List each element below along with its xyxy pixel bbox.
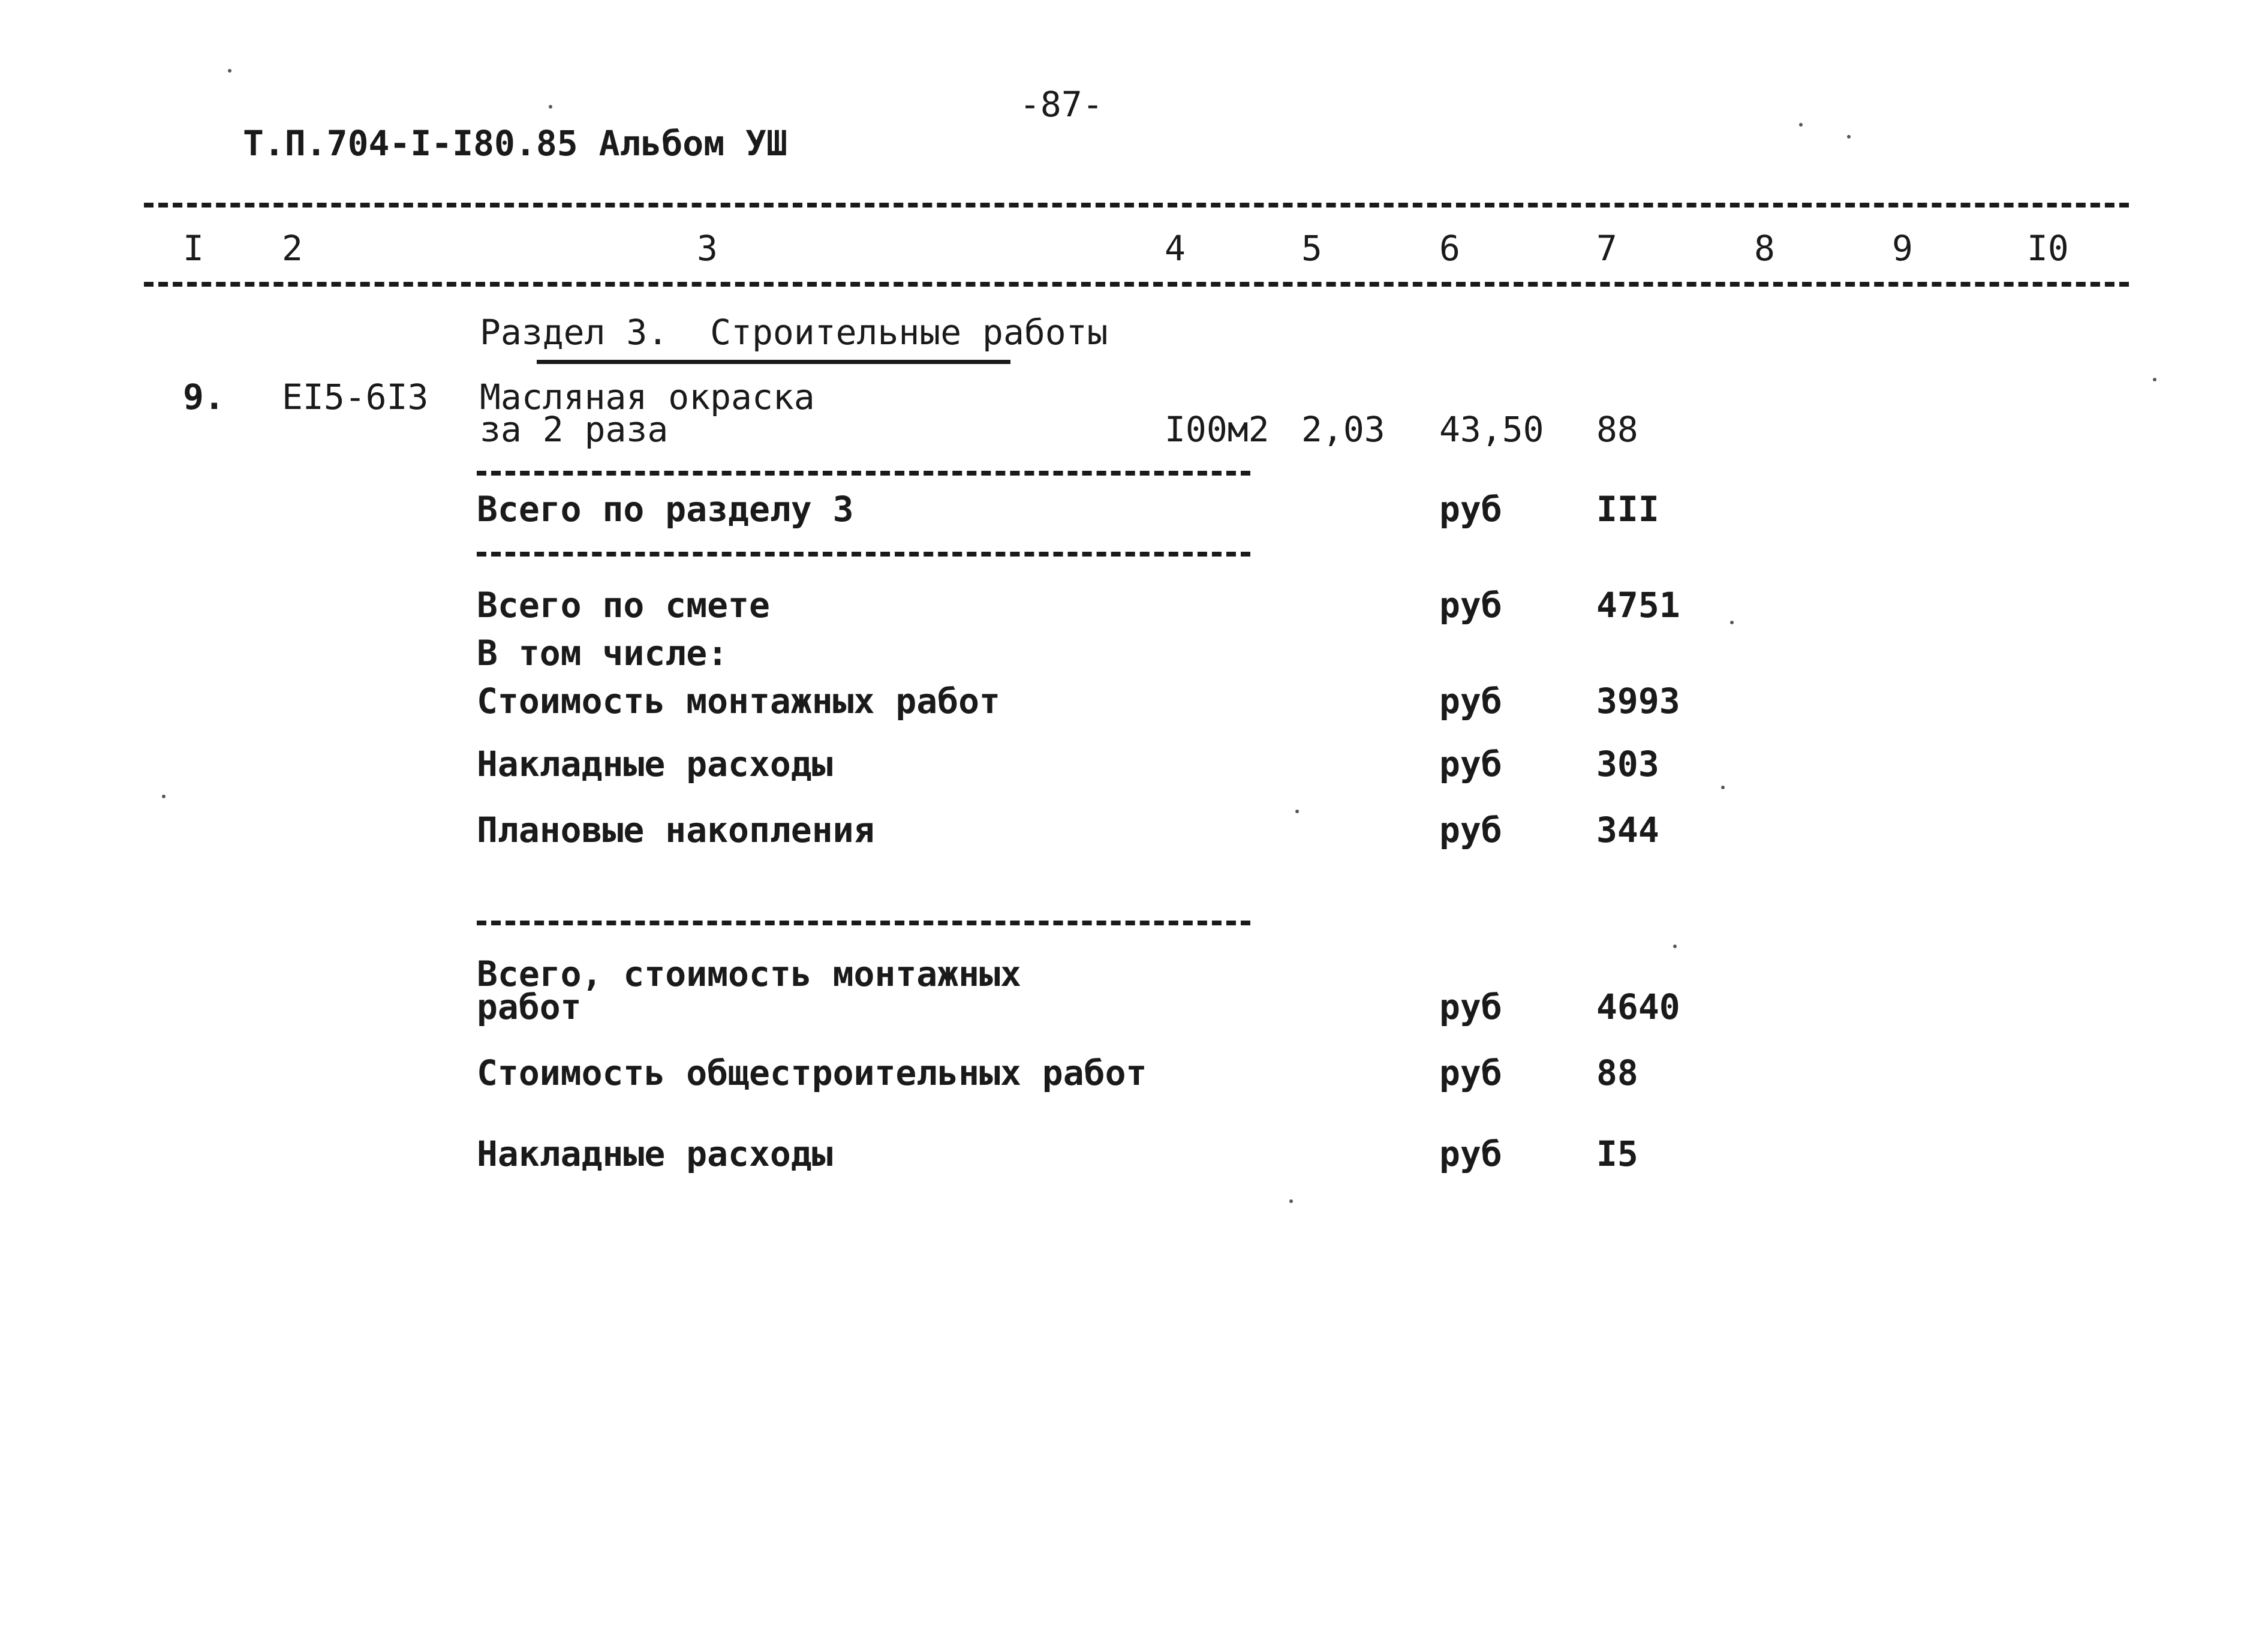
estimate-total-unit: руб: [1439, 585, 1502, 625]
scan-speck: [549, 105, 552, 109]
column-header-5: 5: [1301, 228, 1322, 269]
planned-savings-label: Плановые накопления: [477, 810, 875, 850]
column-header-6: 6: [1439, 228, 1460, 269]
section-total-rule-top: [477, 471, 1250, 476]
page-number: -87-: [1019, 84, 1103, 125]
column-header-3: 3: [697, 228, 718, 269]
planned-savings-unit: руб: [1439, 810, 1502, 850]
estimate-total-label: Всего по смете: [477, 585, 770, 625]
scan-speck: [2153, 378, 2156, 381]
summary-rule: [477, 921, 1250, 925]
item-number: 9.: [183, 377, 225, 417]
scan-speck: [1847, 135, 1851, 139]
scan-speck: [1295, 810, 1299, 813]
column-header-2: 2: [282, 228, 303, 269]
section-total-value: III: [1596, 489, 1659, 530]
column-header-4: 4: [1165, 228, 1186, 269]
section-total-label: Всего по разделу 3: [477, 489, 854, 530]
scan-speck: [162, 795, 166, 798]
item-quantity: 2,03: [1301, 409, 1385, 450]
general-construction-label: Стоимость общестроительных работ: [477, 1052, 1147, 1093]
section-total-rule-bottom: [477, 552, 1250, 557]
overhead-value: 303: [1596, 744, 1659, 784]
column-header-7: 7: [1596, 228, 1617, 269]
column-header-9: 9: [1892, 228, 1913, 269]
summary-overhead-unit: руб: [1439, 1133, 1502, 1174]
header-rule-top: [144, 203, 2129, 207]
section-title: Раздел 3. Строительные работы: [480, 312, 1108, 353]
document-code: Т.П.704-I-I80.85 Альбом УШ: [243, 123, 787, 164]
general-construction-unit: руб: [1439, 1052, 1502, 1093]
section-title-underline: [537, 360, 1010, 364]
total-install-label-line2: работ: [477, 987, 582, 1027]
item-name-line2: за 2 раза: [480, 409, 669, 450]
scan-speck: [1289, 1199, 1293, 1203]
estimate-total-value: 4751: [1596, 585, 1680, 625]
item-name-line1: Масляная окраска: [480, 377, 815, 417]
item-price: 43,50: [1439, 409, 1544, 450]
scan-speck: [228, 69, 231, 73]
overhead-label: Накладные расходы: [477, 744, 833, 784]
general-construction-value: 88: [1596, 1052, 1638, 1093]
total-install-unit: руб: [1439, 987, 1502, 1027]
scan-speck: [1721, 786, 1725, 789]
item-total: 88: [1596, 409, 1638, 450]
summary-overhead-value: I5: [1596, 1133, 1638, 1174]
header-rule-bottom: [144, 282, 2129, 287]
including-label: В том числе:: [477, 633, 729, 673]
install-cost-label: Стоимость монтажных работ: [477, 681, 1000, 721]
install-cost-value: 3993: [1596, 681, 1680, 721]
column-header-8: 8: [1754, 228, 1775, 269]
item-unit: I00м2: [1165, 409, 1270, 450]
scan-speck: [1730, 621, 1734, 624]
column-header-1: I: [183, 228, 204, 269]
install-cost-unit: руб: [1439, 681, 1502, 721]
total-install-label-line1: Всего, стоимость монтажных: [477, 954, 1021, 994]
scan-speck: [1673, 945, 1677, 948]
section-total-unit: руб: [1439, 489, 1502, 530]
scan-speck: [1799, 123, 1803, 127]
column-header-10: I0: [2027, 228, 2069, 269]
overhead-unit: руб: [1439, 744, 1502, 784]
summary-overhead-label: Накладные расходы: [477, 1133, 833, 1174]
total-install-value: 4640: [1596, 987, 1680, 1027]
planned-savings-value: 344: [1596, 810, 1659, 850]
item-code: EI5-6I3: [282, 377, 429, 417]
